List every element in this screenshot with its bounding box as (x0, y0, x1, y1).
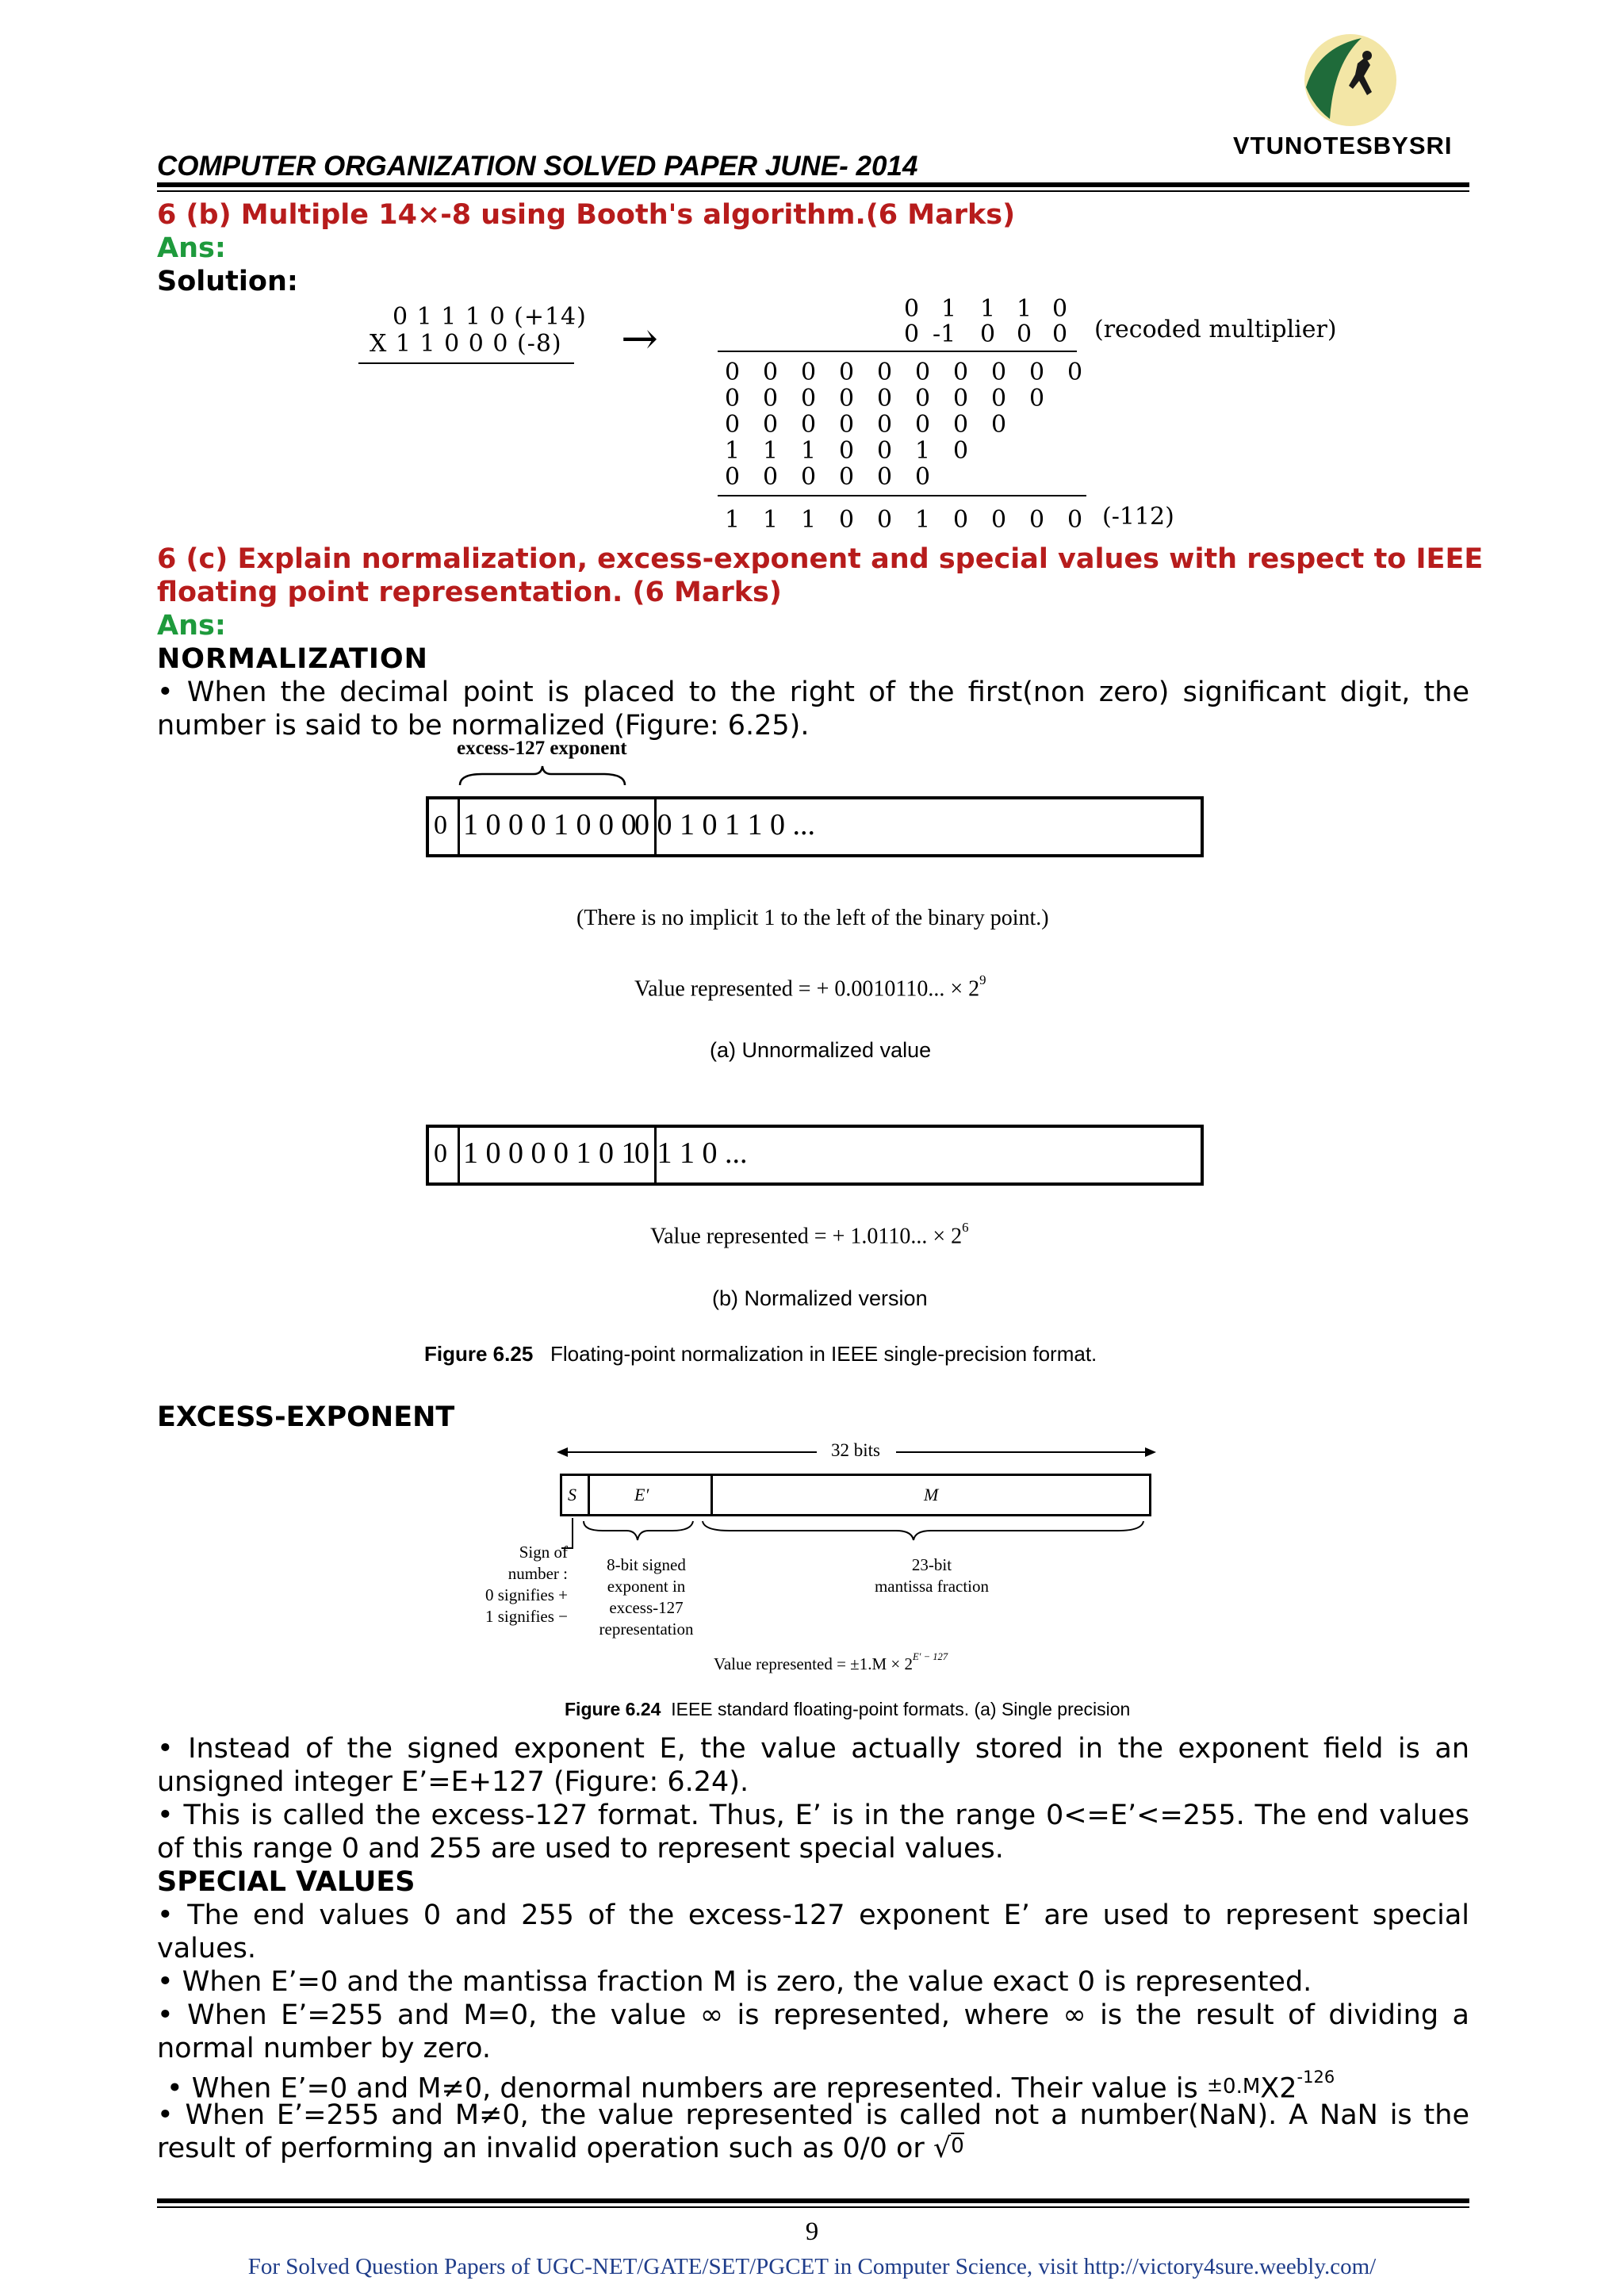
booth-digit: 1 (801, 437, 817, 465)
special-exp: -126 (1297, 2068, 1335, 2087)
footer-rule-thin (157, 2206, 1469, 2208)
booth-digit: 0 (980, 320, 996, 348)
fig624-caption-text: IEEE standard floating-point formats. (a) Single precision (671, 1699, 1131, 1719)
booth-digit: 0 (877, 411, 893, 439)
booth-digit: 0 (725, 358, 741, 386)
booth-digit: 0 (904, 295, 920, 323)
booth-digit: 0 (839, 358, 855, 386)
fig625-b-value-exp: 6 (962, 1220, 969, 1235)
fig624-s: S (568, 1485, 576, 1504)
fig624-exp-desc-line: exponent in (607, 1577, 686, 1596)
special-paragraph-1: • The end values 0 and 255 of the excess-127 exponent E’ are used to represent special values. (157, 1899, 1469, 1964)
booth-digit: 0 (915, 358, 931, 386)
q6b-question: 6 (b) Multiple 14×-8 using Booth's algorithm.(6 Marks) (157, 199, 1016, 231)
q6c-question-line2: floating point representation. (6 Marks) (157, 577, 782, 608)
fig625-caption (424, 1342, 1097, 1366)
fig624-mant-desc-line: 23-bit (911, 1555, 952, 1574)
booth-digit: 0 (877, 385, 893, 412)
booth-digit: 0 (763, 358, 779, 386)
booth-recoded-row (904, 320, 1078, 349)
fig624-bits-label: 32 bits (831, 1440, 880, 1460)
booth-multiplicand-row (904, 295, 1078, 324)
booth-left-line1: 0 1 1 1 0 (+14) (393, 303, 587, 331)
fig624-value-exp: E′ − 127 (912, 1651, 948, 1662)
fig624-mant-desc (852, 1554, 1011, 1597)
booth-result-label: (-112) (1102, 503, 1174, 531)
booth-digit: 1 (763, 437, 779, 465)
booth-digit: 1 (763, 506, 779, 534)
booth-digit: -1 (933, 320, 956, 348)
booth-digit: 0 (839, 506, 855, 534)
booth-top-underline (718, 351, 1077, 352)
fig625-note: (There is no implicit 1 to the left of the binary point.) (576, 906, 1049, 930)
footer-rule-thick (157, 2198, 1469, 2203)
booth-digit: 0 (915, 463, 931, 491)
fig624-caption-num: Figure 6.24 (565, 1699, 661, 1719)
special-paragraph-2: • When E’=0 and the mantissa fraction M is zero, the value exact 0 is represented. (157, 1966, 1312, 1998)
booth-digit: 1 (915, 506, 931, 534)
fig624-exp-desc-line: excess-127 (609, 1598, 684, 1617)
booth-digit: 0 (904, 320, 920, 348)
special-sqrt: √ (933, 2133, 952, 2164)
booth-digit: 0 (763, 411, 779, 439)
booth-digit: 0 (725, 463, 741, 491)
fig624-e: E′ (634, 1485, 649, 1504)
booth-digit: 1 (915, 437, 931, 465)
booth-digit: 1 (980, 295, 996, 323)
fig625-b-value (650, 1220, 969, 1249)
logo (1302, 32, 1399, 128)
fig625-a-exponent: 1 0 0 0 1 0 0 0 (463, 808, 637, 841)
fig624-exp-desc-line: representation (599, 1619, 694, 1639)
footer-text: For Solved Question Papers of UGC-NET/GATE/SET/PGCET in Computer Science, visit http://victory4sure.weebly.com/ (247, 2254, 1377, 2279)
fig624-sign-desc-line: number : (508, 1564, 568, 1583)
booth-digit: 0 (877, 437, 893, 465)
booth-digit: 0 (763, 463, 779, 491)
booth-digit: 0 (877, 506, 893, 534)
booth-digit: 0 (953, 506, 969, 534)
special-paragraph-5 (157, 2099, 1469, 2168)
fig624-exp-desc (587, 1554, 706, 1640)
fig625-caption-text: Floating-point normalization in IEEE single-precision format. (550, 1342, 1097, 1366)
fig624-value-text: Value represented = ±1.M × 2 (714, 1654, 913, 1673)
booth-digit: 0 (839, 437, 855, 465)
booth-digit: 0 (801, 385, 817, 412)
booth-digit: 0 (1029, 385, 1045, 412)
booth-digit: 0 (1067, 506, 1083, 534)
booth-digit: 0 (1052, 320, 1068, 348)
fig625-b-caption: (b) Normalized version (712, 1286, 928, 1310)
special-paragraph-5-text: • When E’=255 and M≠0, the value represented is called not a number(NaN). A NaN is the result of performing an invalid operation such as 0/0 or (157, 2099, 1469, 2164)
booth-digit: 0 (1017, 320, 1032, 348)
booth-digit: 0 (877, 358, 893, 386)
booth-digit: 1 (725, 437, 741, 465)
fig625-a-mantissa: 0 0 1 0 1 1 0 ... (634, 808, 815, 841)
q6b-ans: Ans: (157, 232, 226, 264)
booth-digit: 0 (991, 506, 1007, 534)
fig625-b-mantissa: 0 1 1 0 ... (634, 1137, 748, 1170)
logo-climber-icon (1302, 32, 1399, 128)
booth-digit: 0 (953, 437, 969, 465)
q6b-solution: Solution: (157, 266, 298, 297)
fig625-a-sign: 0 (434, 811, 447, 840)
header-title: COMPUTER ORGANIZATION SOLVED PAPER JUNE- 2014 (157, 151, 918, 182)
fig625-a-value-text: Value represented = + 0.0010110... × 2 (634, 976, 980, 1002)
fig625-excess-label: excess-127 exponent (457, 738, 627, 759)
normalization-text: • When the decimal point is placed to the right of the first(non zero) significant digit, the number is said to be normalized (Figure: 6.25). (157, 677, 1469, 742)
special-heading: SPECIAL VALUES (157, 1866, 416, 1898)
fig625-b-exponent: 1 0 0 0 0 1 0 1 (463, 1137, 637, 1170)
excess-heading: EXCESS-EXPONENT (157, 1401, 455, 1433)
booth-result-row (725, 506, 1097, 535)
booth-digit: 0 (991, 411, 1007, 439)
booth-arrow: → (621, 313, 658, 365)
booth-left-underline (358, 362, 574, 364)
excess-paragraph-2: • This is called the excess-127 format. Thus, E’ is in the range 0<=E’<=255. The end values of this range 0 and 255 are used to represent special values. (157, 1800, 1469, 1865)
special-pm: ± (1206, 2073, 1224, 2096)
booth-digit: 1 (725, 506, 741, 534)
booth-digit: 1 (801, 506, 817, 534)
fig624-sign-desc (473, 1542, 568, 1627)
booth-digit: 0 (991, 385, 1007, 412)
booth-digit: 0 (991, 358, 1007, 386)
special-paragraph-4-text: • When E’=0 and M≠0, denormal numbers are represented. Their value is (167, 2072, 1198, 2105)
header-rule-thin (157, 190, 1469, 192)
booth-digit: 0 (801, 358, 817, 386)
booth-digit: 0 (763, 385, 779, 412)
special-x2: X2 (1260, 2072, 1297, 2105)
q6c-ans: Ans: (157, 610, 226, 642)
booth-digit: 0 (839, 385, 855, 412)
fig625-a-value-exp: 9 (979, 972, 986, 987)
fig624-value (714, 1651, 948, 1674)
booth-digit: 0 (725, 411, 741, 439)
booth-digit: 0 (953, 358, 969, 386)
fig625-brace (458, 765, 626, 788)
special-paragraph-3: • When E’=255 and M=0, the value ∞ is represented, where ∞ is the result of dividing a normal number by zero. (157, 1999, 1469, 2064)
booth-digit: 0 (953, 411, 969, 439)
fig625-b-value-text: Value represented = + 1.0110... × 2 (650, 1224, 963, 1249)
booth-digit: 0 (1067, 358, 1083, 386)
fig624-exp-desc-line: 8-bit signed (607, 1555, 686, 1574)
fig624-mant-desc-line: mantissa fraction (874, 1577, 990, 1596)
fig624-sign-desc-line: 1 signifies − (485, 1607, 568, 1626)
booth-digit: 0 (953, 385, 969, 412)
booth-digit: 0 (801, 411, 817, 439)
fig624-m: M (924, 1485, 939, 1504)
fig625-a-value (634, 972, 986, 1002)
excess-paragraph-1: • Instead of the signed exponent E, the value actually stored in the exponent field is an unsigned integer E’=E+127 (Figure: 6.24). (157, 1733, 1469, 1798)
q6c-question-line1: 6 (c) Explain normalization, excess-exponent and special values with respect to IEEE (157, 543, 1484, 575)
page-number: 9 (805, 2217, 819, 2246)
fig625-b-sign: 0 (434, 1139, 447, 1168)
booth-digit: 0 (801, 463, 817, 491)
booth-digit: 1 (941, 295, 957, 323)
booth-digit: 0 (915, 411, 931, 439)
booth-digit: 0 (725, 385, 741, 412)
booth-digit: 0 (915, 385, 931, 412)
special-mantissa: 0.M (1223, 2074, 1261, 2099)
booth-recoded-label: (recoded multiplier) (1094, 316, 1337, 343)
normalization-heading: NORMALIZATION (157, 643, 428, 675)
booth-digit: 0 (1052, 295, 1068, 323)
fig624-sign-desc-line: 0 signifies + (485, 1585, 568, 1604)
fig624-caption (565, 1699, 1130, 1720)
booth-digit: 0 (839, 463, 855, 491)
booth-bottom-underline (718, 495, 1086, 496)
booth-partial-products (725, 358, 1097, 493)
brand-name: VTUNOTESBYSRI (1233, 132, 1453, 159)
fig624-sign-desc-line: Sign of (519, 1543, 568, 1562)
fig625-a-caption: (a) Unnormalized value (710, 1038, 932, 1062)
booth-digit: 0 (1029, 506, 1045, 534)
booth-digit: 0 (1029, 358, 1045, 386)
fig624-exp-cell (588, 1476, 713, 1514)
booth-digit: 1 (1017, 295, 1032, 323)
fig625-caption-num: Figure 6.25 (424, 1342, 534, 1366)
header-rule-thick (157, 182, 1469, 187)
booth-left-line2: X 1 1 0 0 0 (-8) (370, 330, 562, 358)
booth-digit: 0 (839, 411, 855, 439)
special-sqrt-zero: 0 (951, 2134, 964, 2158)
booth-digit: 0 (877, 463, 893, 491)
